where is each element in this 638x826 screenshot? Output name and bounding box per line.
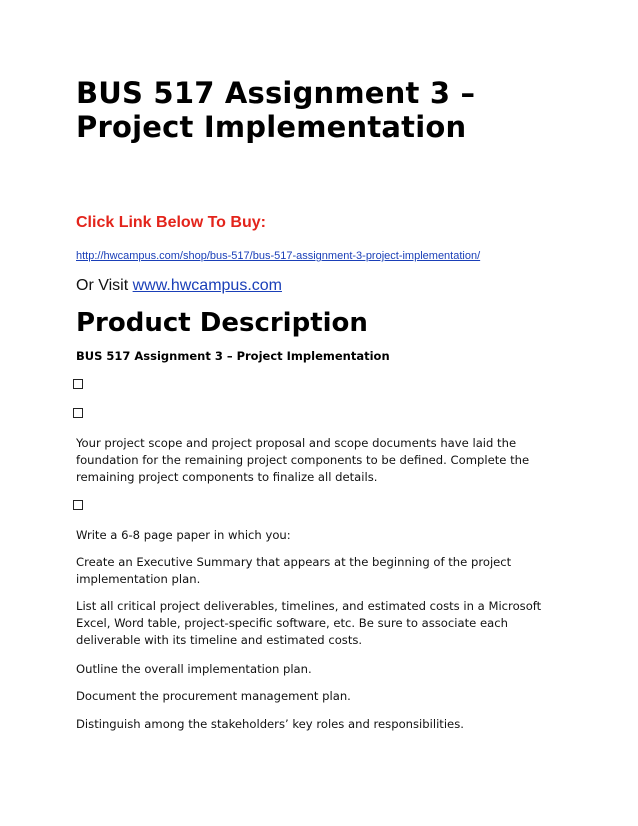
paragraph-implementation-plan: Outline the overall implementation plan. [76, 662, 312, 676]
document-title: BUS 517 Assignment 3 – Project Implementation [76, 76, 476, 144]
intro-paragraph: Your project scope and project proposal and scope documents have laid the foundation for the remaining project components to be defined. Complete the remaining project components to finalize all details. [76, 436, 530, 484]
visit-prefix: Or Visit [76, 277, 133, 294]
assignment-subtitle: BUS 517 Assignment 3 – Project Implementation [76, 349, 390, 363]
product-description-heading: Product Description [76, 308, 368, 338]
checkbox-icon [73, 379, 83, 389]
visit-line [76, 276, 282, 296]
checkbox-icon [73, 408, 83, 418]
paragraph-instructions: Write a 6-8 page paper in which you: [76, 528, 291, 542]
buy-link[interactable]: http://hwcampus.com/shop/bus-517/bus-517-assignment-3-project-implementation/ [76, 250, 481, 262]
visit-link[interactable]: www.hwcampus.com [132, 277, 282, 294]
checkbox-icon [73, 500, 83, 510]
paragraph-executive-summary: Create an Executive Summary that appears at the beginning of the project implementation plan. [76, 555, 512, 586]
paragraph-stakeholders: Distinguish among the stakeholders’ key roles and responsibilities. [76, 717, 464, 731]
buy-heading: Click Link Below To Buy: [76, 214, 266, 231]
paragraph-deliverables: List all critical project deliverables, timelines, and estimated costs in a Microsoft Excel, Word table, project-specific software, etc. Be sure to associate each deliverable with its timeline and estimated costs. [76, 599, 542, 647]
paragraph-procurement-plan: Document the procurement management plan. [76, 689, 351, 703]
